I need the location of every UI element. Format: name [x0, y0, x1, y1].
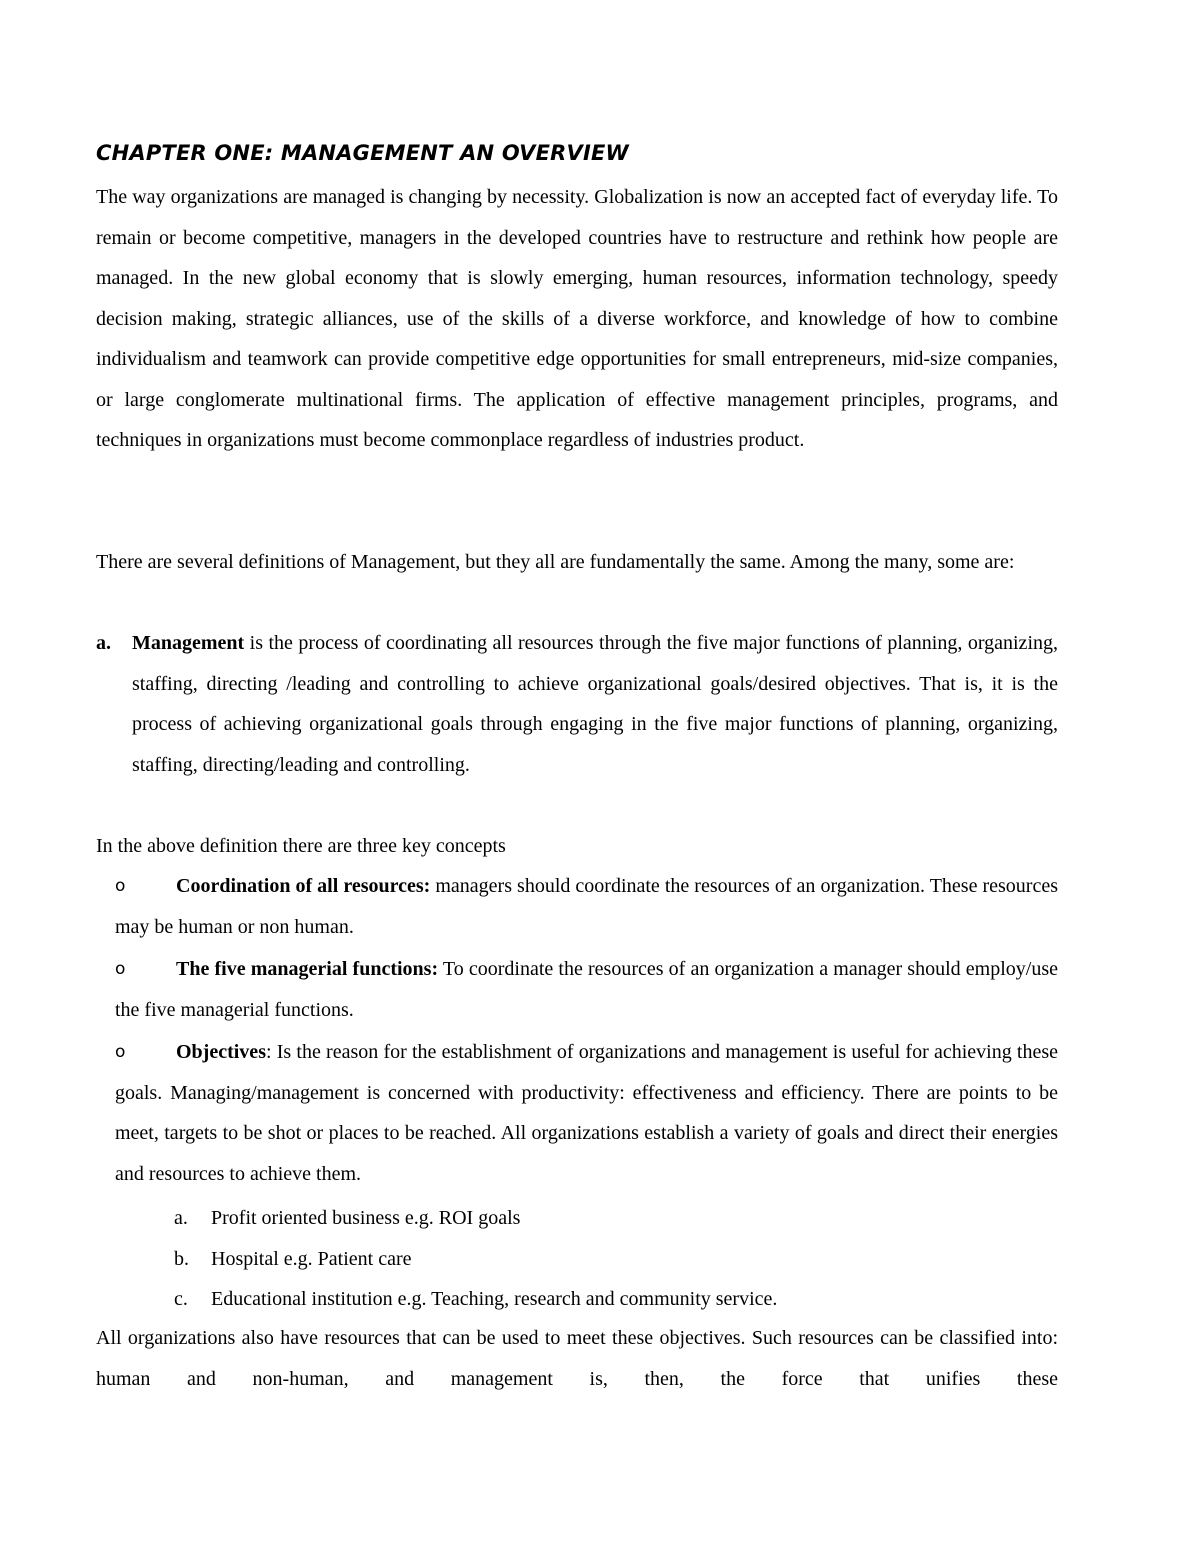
definitions-intro-paragraph: There are several definitions of Management, but they all are fundamentally the same. Among the many, some are: — [96, 551, 1015, 573]
key-concept-body: managers should coordinate the resources of an organization. These resources may be human or non human. — [115, 875, 1059, 938]
closing-paragraph: All organizations also have resources that can be used to meet these objectives. Such resources can be classified into: human and non-human, and management is, then, the force that unifies these — [96, 1327, 1058, 1390]
key-concept-item — [115, 866, 1058, 947]
example-text: Educational institution e.g. Teaching, research and community service. — [211, 1288, 778, 1310]
example-text: Hospital e.g. Patient care — [211, 1247, 412, 1270]
key-concept-body: To coordinate the resources of an organization a manager should employ/use the five managerial functions. — [115, 958, 1058, 1021]
key-concept-item — [115, 949, 1058, 1030]
key-concept-text — [115, 866, 1058, 947]
definition-marker: a. — [96, 632, 111, 654]
intro-paragraph: The way organizations are managed is changing by necessity. Globalization is now an accepted fact of everyday life. To remain or become competitive, managers in the developed countries have to restructure and rethink how people are managed. In the new global economy that is slowly emerging, human resources, information technology, speedy decision making, strategic alliances, use of the skills of a diverse workforce, and knowledge of how to combine individualism and teamwork can provide competitive edge opportunities for small entrepreneurs, mid-size companies, or large conglomerate multinational firms. The application of effective management principles, programs, and techniques in organizations must become commonplace regardless of industries product. — [96, 186, 1058, 451]
example-text: Profit oriented business e.g. ROI goals — [211, 1207, 521, 1229]
definition-item-a — [96, 623, 1058, 785]
chapter-heading: CHAPTER ONE: MANAGEMENT AN OVERVIEW — [96, 141, 629, 165]
key-concepts-intro: In the above definition there are three key concepts — [96, 835, 506, 857]
example-marker: c. — [174, 1288, 188, 1310]
key-concept-item — [115, 1032, 1058, 1194]
example-item — [174, 1239, 777, 1280]
example-marker: a. — [174, 1207, 188, 1229]
key-concept-term: The five managerial functions: — [176, 958, 439, 980]
bullet-marker: o — [115, 1042, 126, 1062]
example-item — [174, 1279, 777, 1320]
key-concept-text — [115, 1032, 1058, 1194]
definition-text — [132, 623, 1058, 785]
example-marker: b. — [174, 1247, 189, 1270]
key-concept-text — [115, 949, 1058, 1030]
key-concept-term: Coordination of all resources: — [176, 875, 431, 897]
key-concept-term: Objectives — [176, 1041, 266, 1063]
bullet-marker: o — [115, 959, 126, 979]
key-concept-body: : Is the reason for the establishment of organizations and management is useful for achieving these goals. Managing/management is concerned with productivity: effectiveness and efficiency. There are points to be meet, targets to be shot or places to be reached. All organizations establish a variety of goals and direct their energies and resources to achieve them. — [115, 1041, 1058, 1185]
definition-term: Management — [132, 632, 245, 654]
example-item — [174, 1198, 777, 1239]
examples-list — [174, 1198, 777, 1320]
definition-body: is the process of coordinating all resources through the five major functions of planning, organizing, staffing, directing /leading and controlling to achieve organizational goals/desired objectives. That is, it is the process of achieving organizational goals through engaging in the five major functions of planning, organizing, staffing, directing/leading and controlling. — [132, 632, 1058, 776]
bullet-marker: o — [115, 876, 126, 896]
